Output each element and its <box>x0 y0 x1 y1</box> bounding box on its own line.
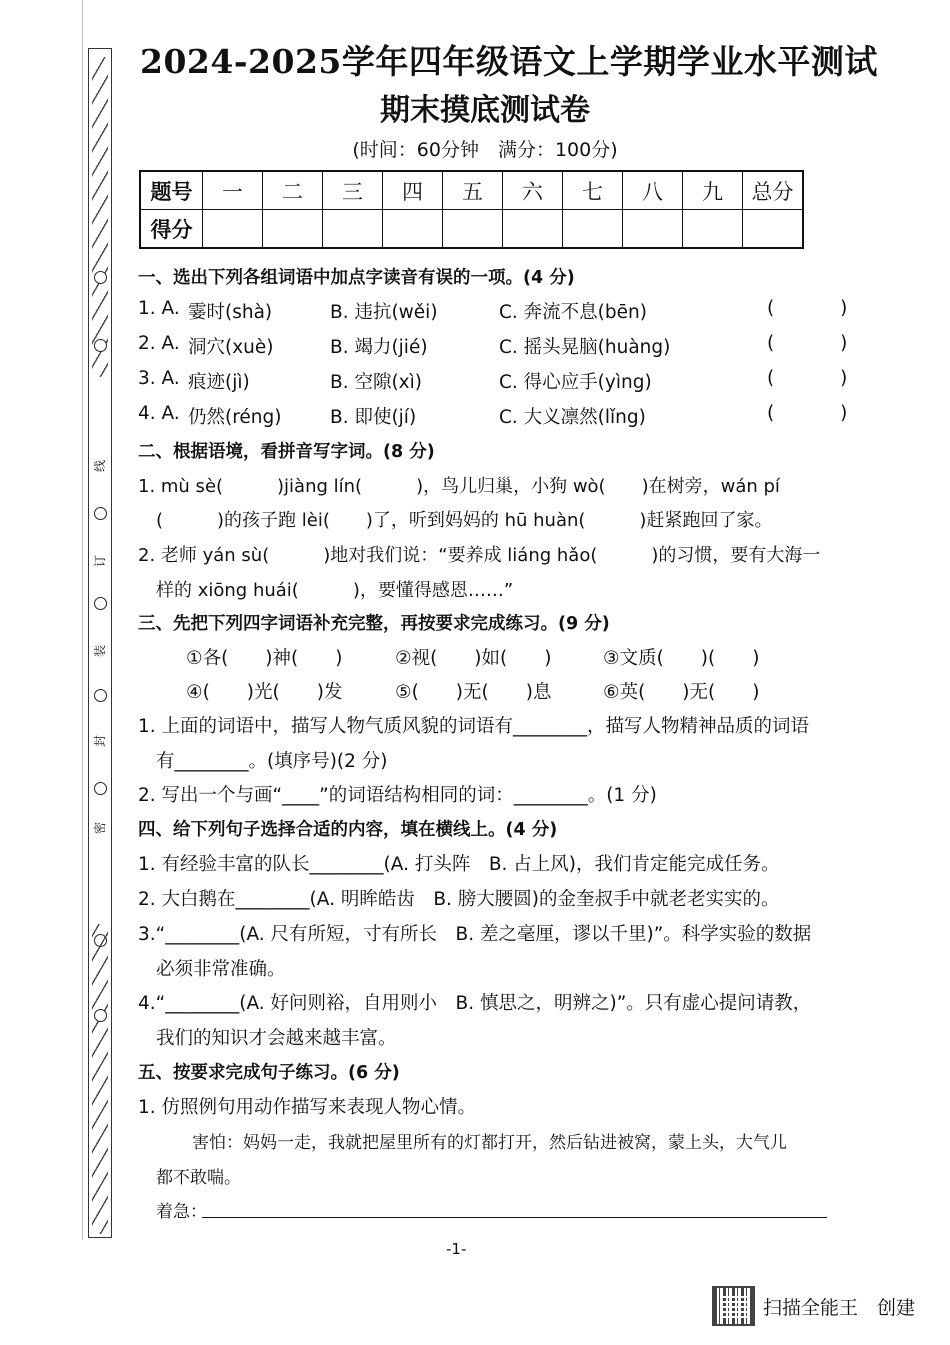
binding-word-xian: 线 <box>93 460 107 473</box>
binding-strip <box>88 48 112 1238</box>
binding-circle <box>94 782 107 795</box>
binding-circle <box>94 507 107 520</box>
scanner-watermark <box>712 1286 915 1326</box>
section4-heading: 四、给下列句子选择合适的内容，填在横线上。(4 分) <box>138 820 558 840</box>
s5-prompt-label: 着急： <box>156 1202 207 1222</box>
binding-word-mi: 密 <box>93 822 107 835</box>
score-table-score-row <box>140 210 803 249</box>
binding-word-zhuang: 装 <box>93 645 107 658</box>
s1-q4-option-c: C. 大义凛然(lǐng) <box>499 407 646 428</box>
score-header-cell: 六 <box>503 171 563 210</box>
binding-circle <box>94 597 107 610</box>
s4-line-5[interactable]: 4.“________(A. 好问则裕，自用则小 B. 慎思之，明辨之)”。只有虚心提问请教， <box>138 993 812 1014</box>
s1-q4-option-b: B. 即使(jí) <box>330 407 417 428</box>
time-info: (时间：60分钟 满分：100分) <box>352 139 618 161</box>
s1-q3-answer-paren[interactable]: ( ) <box>767 368 878 389</box>
s1-q1-number: 1. A. <box>138 298 180 319</box>
s1-q3-number: 3. A. <box>138 368 180 389</box>
score-header-cell: 五 <box>443 171 503 210</box>
s4-line-3[interactable]: 3.“________(A. 尺有所短，寸有所长 B. 差之毫厘，谬以千里)”。科学实验的数据 <box>138 924 812 945</box>
s1-q2-option-a: 洞穴(xuè) <box>188 337 274 358</box>
s1-q3-option-b: B. 空隙(xì) <box>330 372 422 393</box>
binding-word-ding: 订 <box>93 555 107 568</box>
score-header-cell: 题号 <box>140 171 203 210</box>
score-cell[interactable] <box>383 210 443 249</box>
s1-q1-answer-paren[interactable]: ( ) <box>767 298 878 319</box>
page-edge-line <box>82 0 83 1240</box>
s1-q4-answer-paren[interactable]: ( ) <box>767 403 878 424</box>
s5-answer-line[interactable] <box>202 1217 827 1218</box>
binding-circle <box>94 339 107 352</box>
s2-line-2[interactable]: ( )的孩子跑 lèi( )了，听到妈妈的 hū huàn( )赶紧跑回了家。 <box>156 510 773 531</box>
s4-line-1[interactable]: 1. 有经验丰富的队长________(A. 打头阵 B. 占上风)，我们肯定能完成任务。 <box>138 854 780 875</box>
binding-hatch-bottom <box>92 924 108 1234</box>
s1-q1-option-b: B. 违抗(wěi) <box>330 302 438 323</box>
score-table <box>139 170 804 249</box>
score-cell[interactable] <box>743 210 804 249</box>
score-header-cell: 二 <box>263 171 323 210</box>
score-cell[interactable] <box>443 210 503 249</box>
page-number: -1- <box>446 1240 467 1258</box>
binding-hatch-top <box>92 57 108 377</box>
section5-heading: 五、按要求完成句子练习。(6 分) <box>138 1063 400 1083</box>
score-header-cell: 八 <box>623 171 683 210</box>
binding-circle <box>94 1009 107 1022</box>
exam-title: 2024-2025学年四年级语文上学期学业水平测试 <box>140 42 878 81</box>
s4-line-2[interactable]: 2. 大白鹅在________(A. 明眸皓齿 B. 膀大腰圆)的金奎叔手中就老老实实的。 <box>138 889 780 910</box>
s3-question-1b[interactable]: 有________。(填序号)(2 分) <box>156 751 388 772</box>
s3-word-1[interactable]: ①各( )神( ) <box>186 648 343 669</box>
s4-line-6: 我们的知识才会越来越丰富。 <box>156 1028 397 1049</box>
score-cell[interactable] <box>503 210 563 249</box>
binding-circle <box>94 271 107 284</box>
s1-q3-option-c: C. 得心应手(yìng) <box>499 372 652 393</box>
s3-word-4[interactable]: ④( )光( )发 <box>186 682 343 703</box>
s3-question-1a[interactable]: 1. 上面的词语中，描写人物气质风貌的词语有________，描写人物精神品质的词语 <box>138 716 810 737</box>
s2-line-3[interactable]: 2. 老师 yán sù( )地对我们说：“要养成 liáng hǎo( )的习惯，要有大海一 <box>138 545 821 566</box>
s3-question-2[interactable]: 2. 写出一个与画“____”的词语结构相同的词：________。(1 分) <box>138 785 657 806</box>
s1-q4-number: 4. A. <box>138 403 180 424</box>
s2-line-4[interactable]: 样的 xiōng huái( )，要懂得感恩……” <box>156 580 514 601</box>
score-header-cell: 总分 <box>743 171 804 210</box>
s1-q2-number: 2. A. <box>138 333 180 354</box>
s3-word-3[interactable]: ③文质( )( ) <box>603 648 760 669</box>
score-table-header-row <box>140 171 803 210</box>
s1-q1-option-c: C. 奔流不息(bēn) <box>499 302 647 323</box>
section2-heading: 二、根据语境，看拼音写字词。(8 分) <box>138 442 435 462</box>
s3-word-2[interactable]: ②视( )如( ) <box>395 648 552 669</box>
score-header-cell: 一 <box>203 171 263 210</box>
s1-q2-option-c: C. 摇头晃脑(huàng) <box>499 337 671 358</box>
s2-line-1[interactable]: 1. mù sè( )jiàng lín( )，鸟儿归巢，小狗 wò( )在树旁，wán pí <box>138 476 780 497</box>
score-cell[interactable] <box>323 210 383 249</box>
section1-heading: 一、选出下列各组词语中加点字读音有误的一项。(4 分) <box>138 268 575 288</box>
score-header-cell: 四 <box>383 171 443 210</box>
s1-q2-option-b: B. 竭力(jié) <box>330 337 428 358</box>
scanner-text: 扫描全能王 创建 <box>763 1296 916 1319</box>
score-cell[interactable] <box>683 210 743 249</box>
s4-line-4: 必须非常准确。 <box>156 959 286 980</box>
s3-word-6[interactable]: ⑥英( )无( ) <box>603 682 760 703</box>
qr-code-icon <box>712 1286 755 1326</box>
score-cell[interactable] <box>623 210 683 249</box>
s1-q1-option-a: 霎时(shà) <box>188 302 273 323</box>
s1-q3-option-a: 痕迹(jì) <box>188 372 250 393</box>
score-header-cell: 三 <box>323 171 383 210</box>
s1-q2-answer-paren[interactable]: ( ) <box>767 333 878 354</box>
score-header-cell: 七 <box>563 171 623 210</box>
score-header-cell: 九 <box>683 171 743 210</box>
s3-word-5[interactable]: ⑤( )无( )息 <box>395 682 552 703</box>
s1-q4-option-a: 仍然(réng) <box>188 407 282 428</box>
exam-subtitle: 期末摸底测试卷 <box>380 93 590 128</box>
score-row-label: 得分 <box>140 210 203 249</box>
section3-heading: 三、先把下列四字词语补充完整，再按要求完成练习。(9 分) <box>138 614 610 634</box>
s5-example-line-2: 都不敢喘。 <box>156 1168 241 1188</box>
binding-circle <box>94 689 107 702</box>
score-cell[interactable] <box>563 210 623 249</box>
score-cell[interactable] <box>263 210 323 249</box>
score-cell[interactable] <box>203 210 263 249</box>
s5-question-1: 1. 仿照例句用动作描写来表现人物心情。 <box>138 1097 477 1118</box>
binding-word-feng: 封 <box>93 735 107 748</box>
s5-example-line-1: 害怕：妈妈一走，我就把屋里所有的灯都打开，然后钻进被窝，蒙上头，大气儿 <box>192 1133 787 1153</box>
